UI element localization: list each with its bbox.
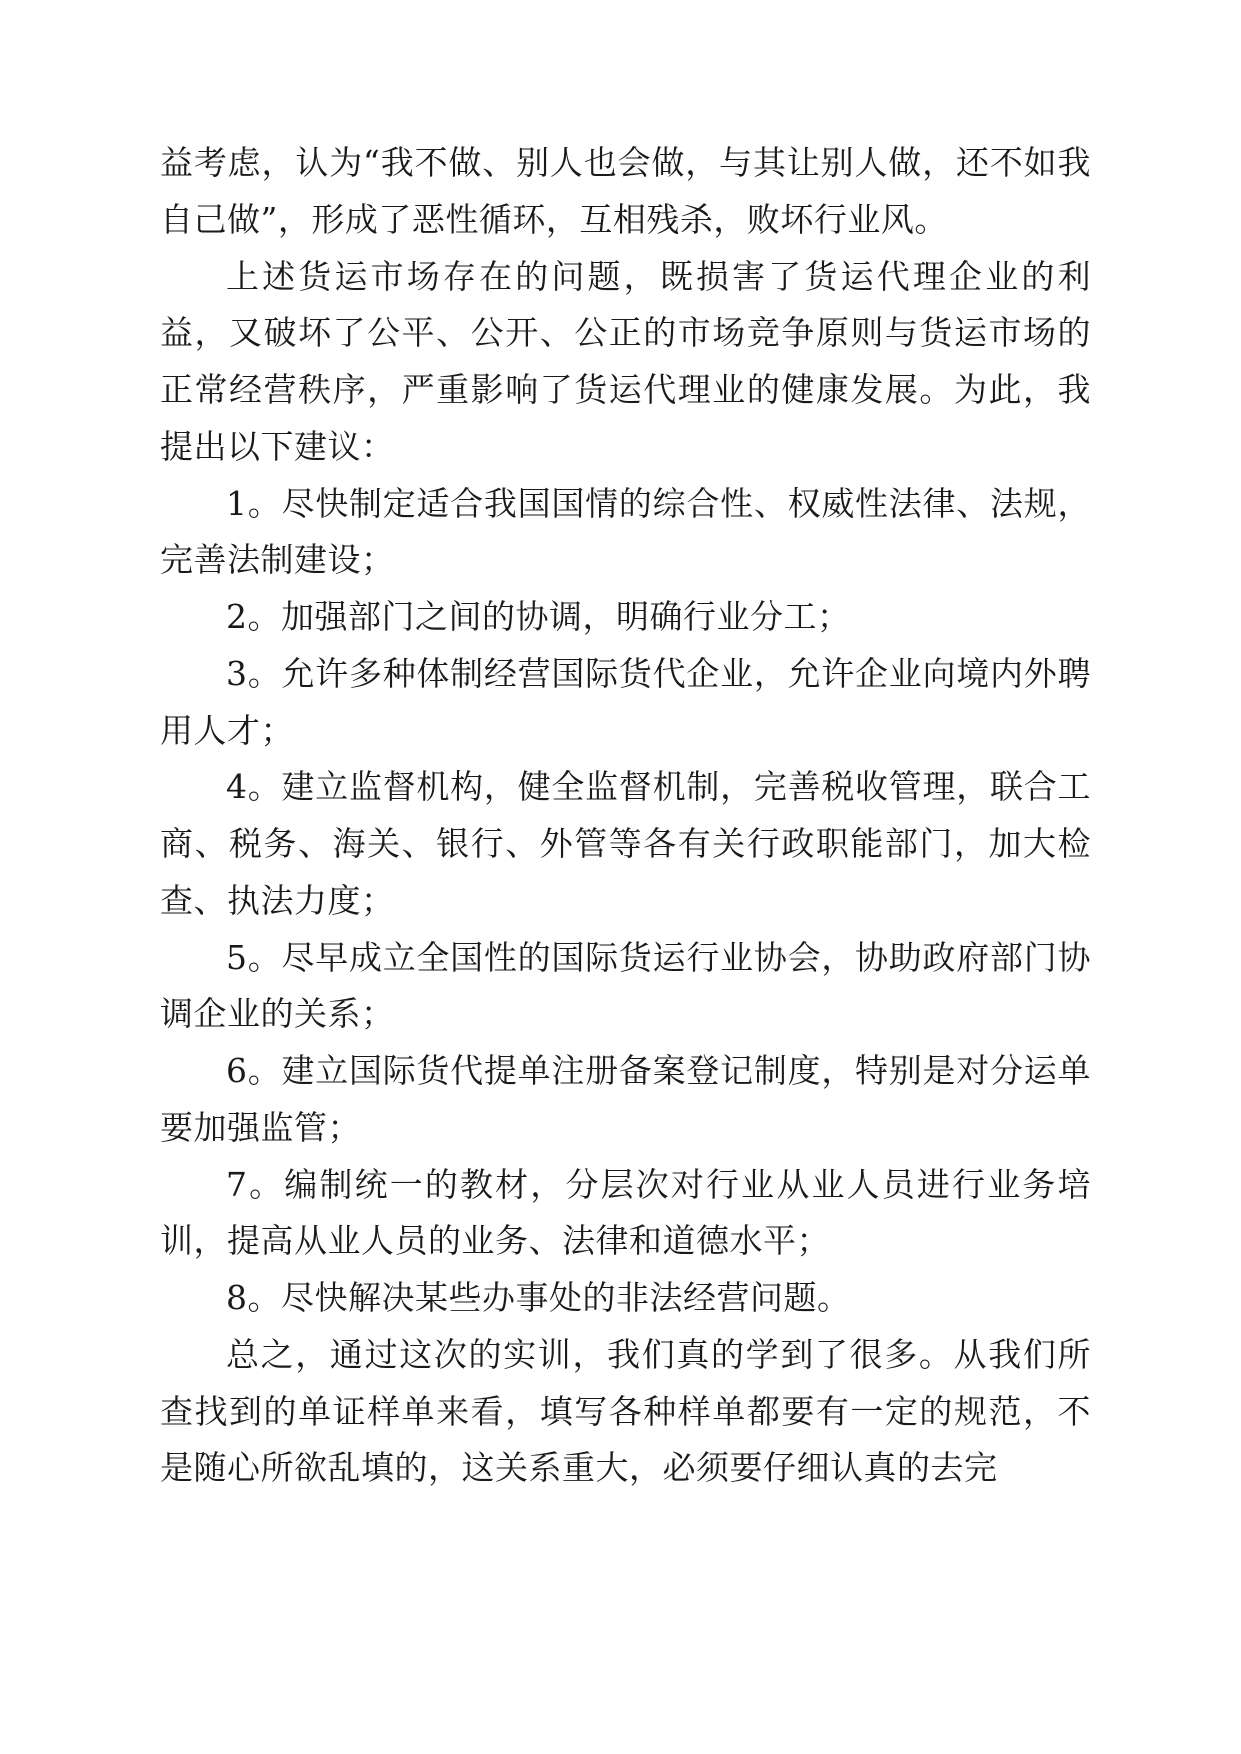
paragraph-suggestion-6: 6。建立国际货代提单注册备案登记制度，特别是对分运单要加强监管；	[160, 1051, 1091, 1147]
paragraph-suggestion-1: 1。尽快制定适合我国国情的综合性、权威性法律、法规，完善法制建设；	[160, 483, 1091, 580]
paragraph-suggestion-7: 7。编制统一的教材，分层次对行业从业人员进行业务培训，提高从业人员的业务、法律和道德水平；	[160, 1164, 1091, 1261]
paragraph-suggestion-2: 2。加强部门之间的协调，明确行业分工；	[226, 597, 851, 636]
document-body	[160, 135, 1091, 1497]
paragraph-suggestion-8: 8。尽快解决某些办事处的非法经营问题。	[226, 1278, 851, 1317]
paragraph-summary: 总之，通过这次的实训，我们真的学到了很多。从我们所查找到的单证样单来看，填写各种样单都要有一定的规范，不是随心所欲乱填的，这关系重大，必须要仔细认真的去完	[160, 1334, 1091, 1488]
paragraph-suggestion-5: 5。尽早成立全国性的国际货运行业协会，协助政府部门协调企业的关系；	[160, 937, 1091, 1034]
paragraph-suggestion-3: 3。允许多种体制经营国际货代企业，允许企业向境内外聘用人才；	[160, 653, 1091, 750]
paragraph-continued: 益考虑，认为“我不做、别人也会做，与其让别人做，还不如我自己做”，形成了恶性循环，互相残杀，败坏行业风。	[160, 143, 1091, 239]
paragraph-suggestion-4: 4。建立监督机构，健全监督机制，完善税收管理，联合工商、税务、海关、银行、外管等各有关行政职能部门，加大检查、执法力度；	[160, 767, 1091, 920]
paragraph-problems: 上述货运市场存在的问题，既损害了货运代理企业的利益，又破坏了公平、公开、公正的市场竞争原则与货运市场的正常经营秩序，严重影响了货运代理业的健康发展。为此，我提出以下建议：	[160, 256, 1091, 466]
